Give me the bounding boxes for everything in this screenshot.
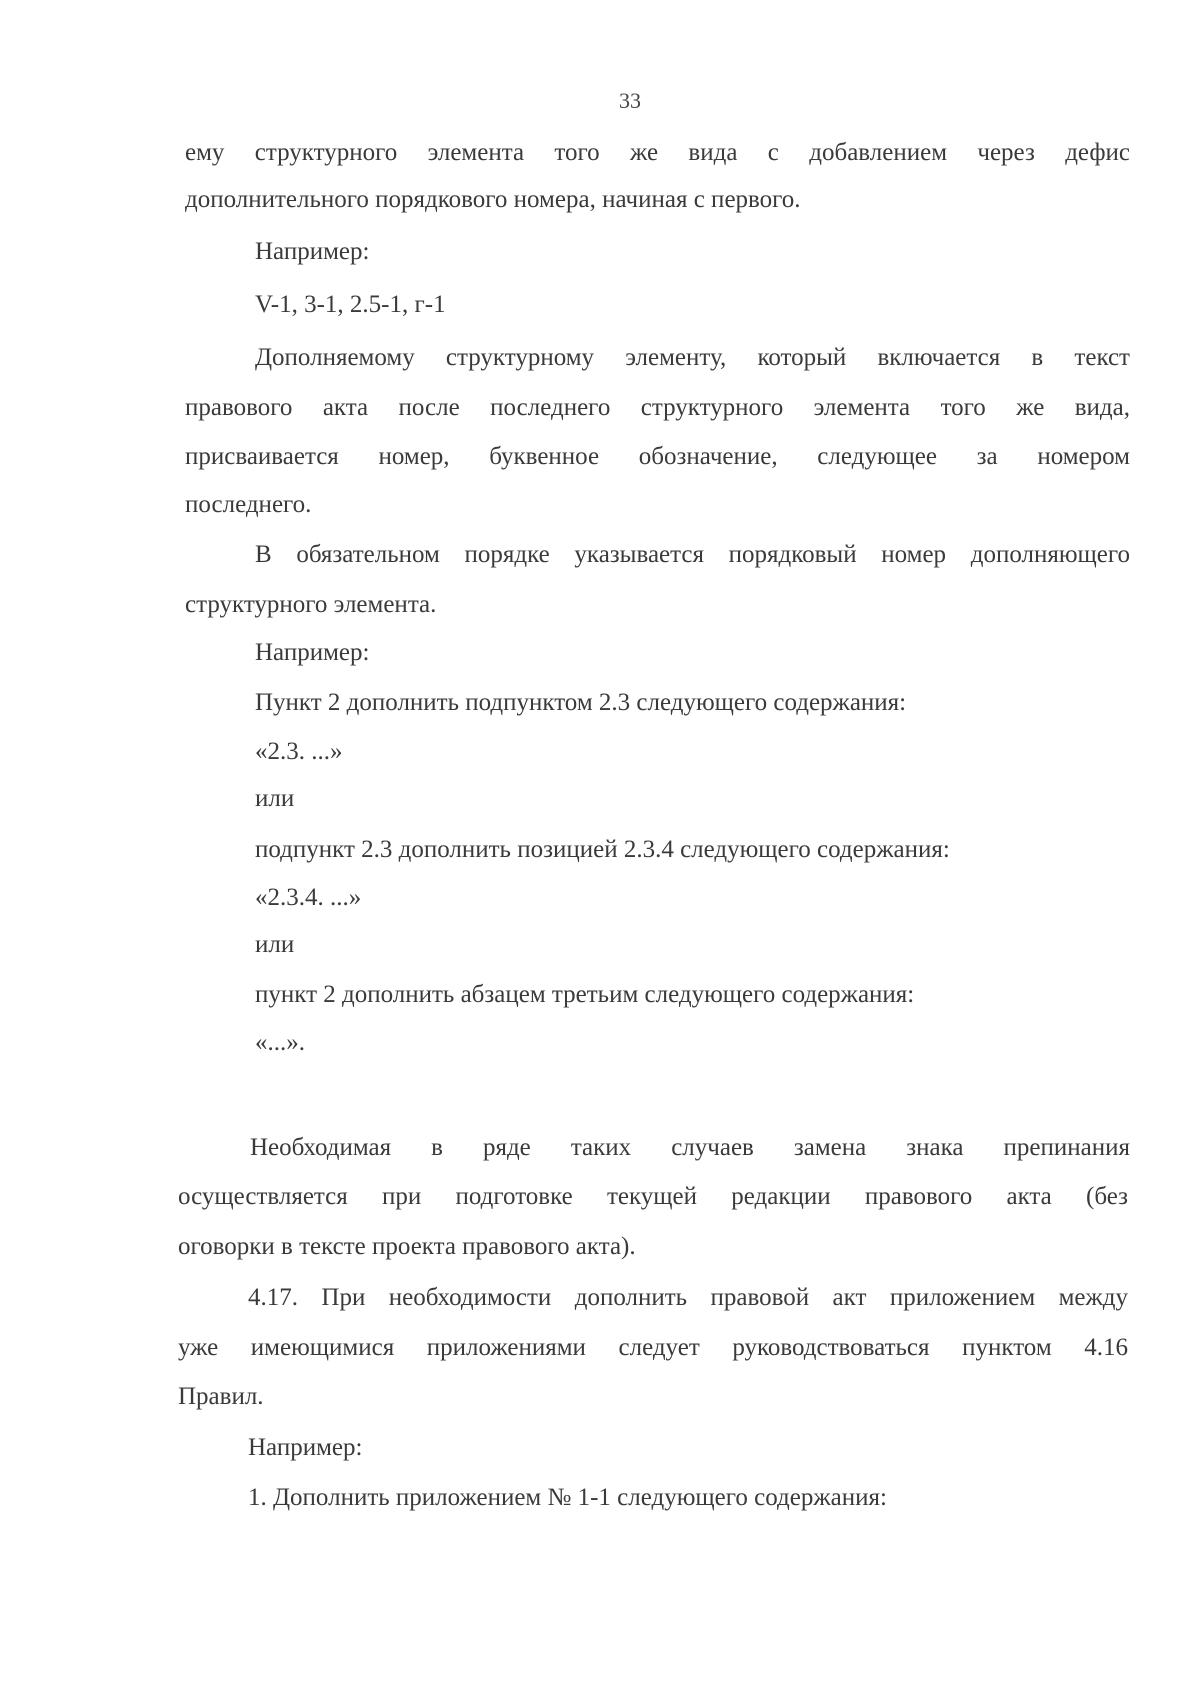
text-line: V-1, 3-1, 2.5-1, г-1 — [255, 291, 446, 318]
text-line: ему структурного элемента того же вида с добавлением через дефис — [185, 139, 1130, 166]
text-line: Необходимая в ряде таких случаев замена знака препинания — [250, 1134, 1130, 1161]
text-line: дополнительного порядкового номера, начиная с первого. — [185, 186, 801, 213]
text-line: Например: — [248, 1434, 363, 1461]
page-number: 33 — [619, 88, 641, 113]
text-line: присваивается номер, буквенное обозначение, следующее за номером — [185, 443, 1130, 470]
text-line: Дополняемому структурному элементу, который включается в текст — [255, 344, 1130, 371]
text-line: структурного элемента. — [185, 591, 437, 618]
text-line: Например: — [255, 639, 370, 666]
text-line: Пункт 2 дополнить подпунктом 2.3 следующего содержания: — [255, 689, 907, 716]
text-line: оговорки в тексте проекта правового акта). — [178, 1233, 636, 1260]
text-line: Например: — [255, 238, 370, 265]
text-line: В обязательном порядке указывается порядковый номер дополняющего — [255, 541, 1130, 568]
text-line: подпункт 2.3 дополнить позицией 2.3.4 следующего содержания: — [255, 836, 950, 863]
text-line: «2.3.4. ...» — [255, 884, 362, 911]
text-line: или — [255, 785, 295, 812]
text-line: 4.17. При необходимости дополнить правовой акт приложением между — [248, 1284, 1128, 1311]
text-line: правового акта после последнего структурного элемента того же вида, — [185, 394, 1130, 421]
text-line: пункт 2 дополнить абзацем третьим следующего содержания: — [255, 981, 915, 1008]
text-line: или — [255, 931, 295, 958]
text-line: 1. Дополнить приложением № 1-1 следующего содержания: — [248, 1484, 887, 1511]
text-line: последнего. — [185, 491, 312, 518]
text-line: осуществляется при подготовке текущей редакции правового акта (без — [178, 1183, 1128, 1210]
text-line: уже имеющимися приложениями следует руководствоваться пунктом 4.16 — [178, 1334, 1128, 1361]
text-line: «...». — [255, 1029, 305, 1056]
text-line: Правил. — [178, 1383, 264, 1410]
text-line: «2.3. ...» — [255, 738, 343, 765]
